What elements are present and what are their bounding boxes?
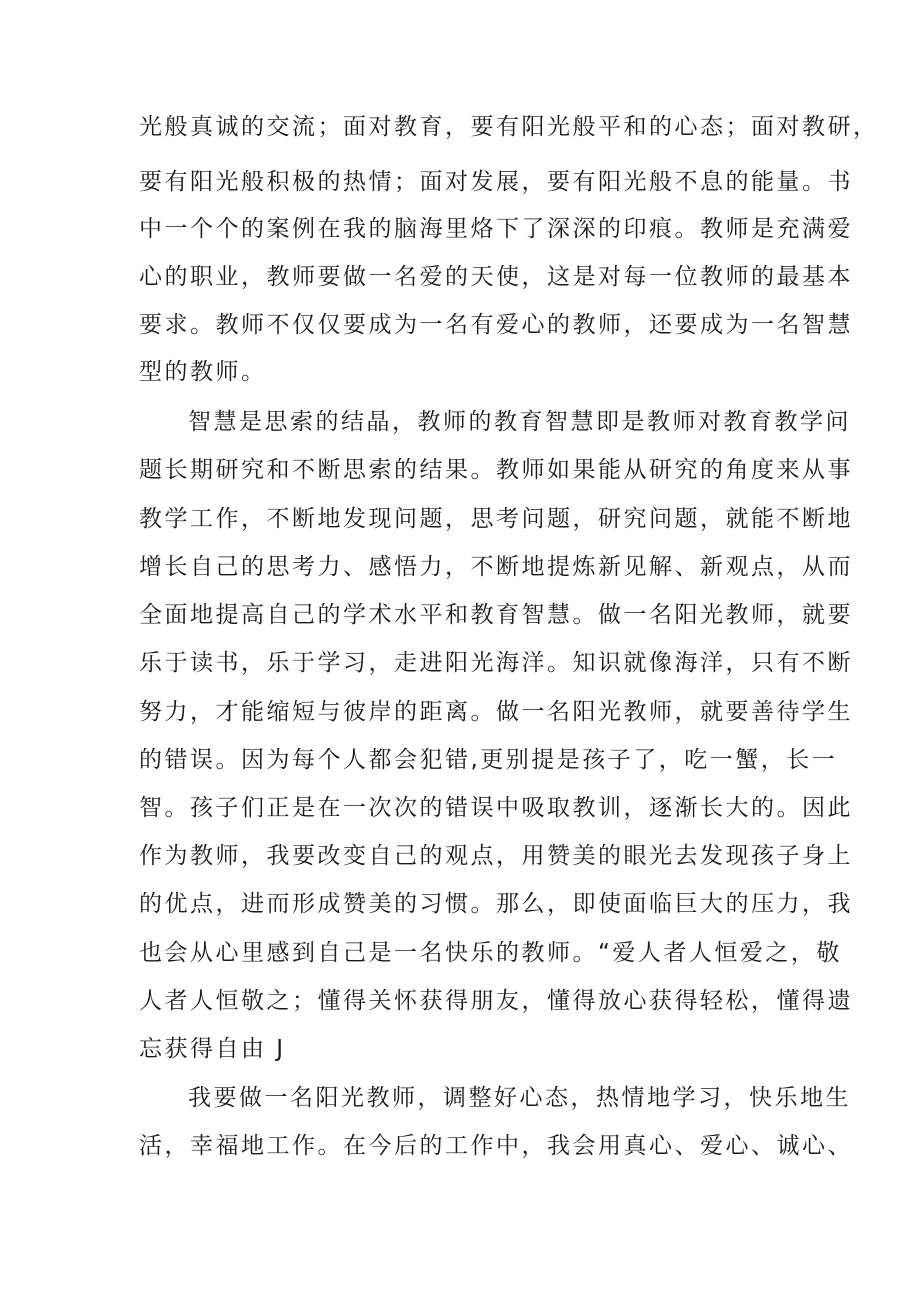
text-line: 也会从心里感到自己是一名快乐的教师。“爱人者人恒爱之，敬 <box>139 940 842 966</box>
text-line: 中一个个的案例在我的脑海里烙下了深深的印痕。教师是充满爱 <box>139 216 853 242</box>
text-line: 题长期研究和不断思索的结果。教师如果能从研究的角度来从事 <box>139 457 853 483</box>
text-line: 的错误。因为每个人都会犯错,更别提是孩子了，吃一蟹，长一 <box>139 747 838 773</box>
text-line: 全面地提高自己的学术水平和教育智慧。做一名阳光教师，就要 <box>139 602 853 628</box>
text-line: 忘获得自由 J <box>139 1036 286 1062</box>
text-line: 智。孩子们正是在一次次的错误中吸取教训，逐渐长大的。因此 <box>139 795 853 821</box>
text-line: 增长自己的思考力、感悟力，不断地提炼新见解、新观点，从而 <box>139 554 853 580</box>
text-line: 努力，才能缩短与彼岸的距离。做一名阳光教师，就要善待学生 <box>139 699 853 725</box>
text-line: 要有阳光般积极的热情；面对发展，要有阳光般不息的能量。书 <box>139 169 853 195</box>
text-line: 作为教师，我要改变自己的观点，用赞美的眼光去发现孩子身上 <box>139 843 853 869</box>
text-line: 心的职业，教师要做一名爱的天使，这是对每一位教师的最基本 <box>139 264 853 290</box>
paragraph-first-line: 我要做一名阳光教师，调整好心态，热情地学习，快乐地生 <box>188 1085 851 1111</box>
text-line: 教学工作，不断地发现问题，思考问题，研究问题，就能不断地 <box>139 506 853 532</box>
text-line: 的优点，进而形成赞美的习惯。那么，即使面临巨大的压力，我 <box>139 891 853 917</box>
text-line: 人者人恒敬之；懂得关怀获得朋友，懂得放心获得轻松，懂得遗 <box>139 988 853 1014</box>
paragraph-first-line: 智慧是思索的结晶，教师的教育智慧即是教师对教育教学问 <box>188 409 851 435</box>
text-line: 要求。教师不仅仅要成为一名有爱心的教师，还要成为一名智慧 <box>139 312 853 338</box>
text-line: 型的教师。 <box>139 359 267 385</box>
text-line: 活，幸福地工作。在今后的工作中，我会用真心、爱心、诚心、 <box>139 1133 853 1159</box>
text-line: 光般真诚的交流；面对教育，要有阳光般平和的心态；面对教研， <box>139 114 879 140</box>
text-line: 乐于读书，乐于学习，走进阳光海洋。知识就像海洋，只有不断 <box>139 650 853 676</box>
